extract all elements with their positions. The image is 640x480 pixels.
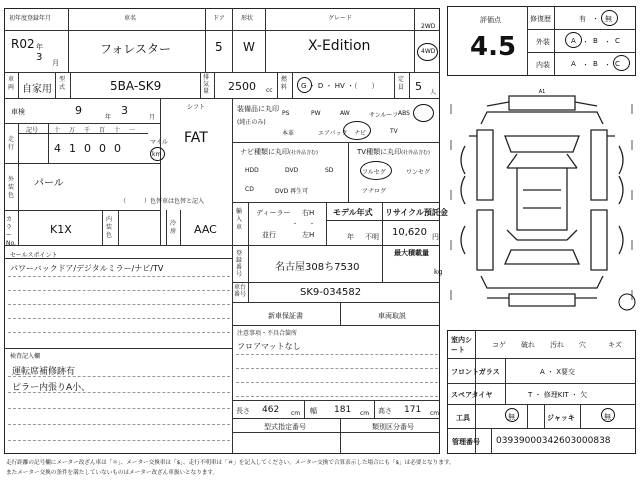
repair-none-circle [601,10,618,26]
tools-value: 無 [508,413,515,421]
max-load-unit: kg [434,268,443,276]
management-no-label: 管理番号 [452,438,480,446]
spare-tire-label: スペアタイヤ [451,391,493,399]
km-unit: km [152,151,162,158]
interior-sheet-label: 室内シート [451,336,472,354]
interior-sheet-option: キズ [608,341,622,349]
height-unit: cm [430,410,440,417]
width-unit: cm [360,410,370,417]
length-value: 462 [262,405,280,415]
shift-value: FAT [184,130,208,146]
inspector-label: 検査記入欄 [10,353,41,360]
navi-option: HDD [245,167,259,174]
navi-option: DVD [285,167,299,174]
interior-grade-option: ・ [604,61,611,69]
use-value: 自家用 [22,84,52,95]
equipment-item: ABS [398,110,410,117]
exterior-note-open: （ [120,198,127,205]
max-load-label: 最大積載量 [394,249,429,257]
tv-option: フルセグ [362,169,386,176]
tv-title [357,147,430,157]
front-glass-options: A ・ X要交 [540,368,576,376]
mileage-digit: 0 [114,142,121,155]
car-name-value: フォレスター [100,42,172,56]
interior-grade-option: B [593,60,598,68]
import-parallel: 並行 [262,231,276,239]
model-year-unknown: 不明 [365,233,379,241]
jack-label: ジャッキ [547,414,575,422]
tv-title-text: TV種類に丸印 [357,148,402,156]
cc-unit: cc [266,87,273,94]
tv-option: ワンセグ [406,169,431,176]
interior-grade-label: 内装 [536,61,550,69]
navi-title-text: ナビ種類に丸印 [240,148,289,156]
inspection-year: 9 [75,104,82,117]
equipment-item: TV [390,128,398,135]
recycle-label: リサイクル預託金 [385,208,448,217]
score-label: 評価点 [480,16,501,24]
interior-color-label: 内装色 [106,216,113,239]
import-left: 左H [302,231,315,239]
spare-tire-options: T ・ 修理KIT ・ 欠 [528,391,588,399]
height-value: 171 [404,405,422,415]
vehicle-manual: 車両取説 [378,312,406,320]
model-year-unit: 年 [347,233,354,241]
inspection-month: 3 [121,104,128,117]
equipment-title: 装備品に丸印 [237,105,279,113]
recycle-unit: 円 [432,233,439,241]
repair-option: ・ [592,15,599,23]
reg-month-unit: 月 [52,59,59,67]
interior-sheet-option: 破れ [521,341,535,349]
shift-label: シフト [187,104,206,111]
diagram-label-a1: A1 [538,89,546,95]
exterior-grade-label: 外装 [536,38,550,46]
tv-option: アナログ [362,188,387,195]
displacement-value: 2500 [228,80,256,93]
mileage-label: 走行 [8,136,15,151]
reg-month-value: 3 [36,52,43,63]
exterior-grade-option: ・ [604,38,611,46]
capacity-unit: 人 [430,89,437,96]
car-name-label: 車名 [124,15,137,22]
fuel-label: 燃料 [281,76,288,91]
type-spec-label: 型式指定番号 [264,423,306,431]
repair-history-label: 修復歴 [530,15,551,23]
import-right: 右H [302,209,315,217]
inspector-line1: 運転席補修跡有 [12,367,76,377]
ac-label: 冷房 [170,220,177,235]
recycle-value: 10,620 [392,227,427,238]
length-unit: cm [291,410,301,417]
mileage-digit-header: 百 [99,127,106,134]
abs-circle [413,104,434,122]
inspector-line2: ピラー内張りA小、 [12,383,91,393]
equipment-item: PS [282,110,290,117]
equipment-item: エアバック [318,130,348,137]
new-car-warranty: 新車保証書 [268,312,303,320]
mileage-digit-header: 十 [54,127,61,134]
reg-year-value: R02 [11,37,35,51]
grade-value: X-Edition [308,38,371,54]
door-label: ドア [213,15,225,22]
tv-title-sub: (社外品含む) [401,150,430,156]
navi-option: SD [325,167,334,174]
registration-value: 名古屋308ち7530 [275,262,360,273]
model-year-label: モデル年式 [333,208,373,217]
exterior-a-circle [565,32,582,48]
repair-option: 有 [579,15,586,23]
notes-text: フロアマットなし [237,342,301,351]
model-label: 型式 [59,76,66,91]
first-reg-label: 初年度登録年月 [9,15,52,22]
import-label: 輸入車 [236,208,243,231]
class-number-label: 類別区分番号 [372,423,414,431]
mileage-mark-label: 記号 [26,127,39,134]
grade-label: グレード [328,15,353,22]
width-label: 幅 [310,407,317,415]
displacement-label: 排気量 [203,74,210,95]
mileage-digit: 0 [84,142,91,155]
exterior-label: 外装色 [8,176,15,199]
exterior-grade-option: C [615,37,620,45]
navi-option: DVD 再生可 [275,188,309,195]
vehicle-label: 車両 [8,76,15,91]
equipment-item: PW [311,110,321,117]
mileage-digit: 4 [54,142,61,155]
navi-option: CD [245,186,254,193]
import-dot1: ・ [292,221,299,228]
capacity-label: 定員 [398,76,405,91]
front-glass-label: フロントガラス [451,368,500,376]
selling-points-label: セールスポイント [10,252,58,259]
mile-unit: マイル [150,139,168,146]
repair-option: 無 [605,15,612,23]
inspection-year-unit: 年 [105,114,112,121]
fullseg-circle [360,161,392,180]
color-no-value: K1X [50,223,72,236]
shape-value: W [243,40,255,54]
notes-label: 注意事項・不具合箇所 [237,330,298,337]
ac-value: AAC [194,223,217,236]
length-label: 長さ [236,407,250,415]
chassis-value: SK9-034582 [300,287,362,298]
mileage-digit-header: 万 [69,127,76,134]
footer-line2: またメーター交換の条件を満たしていないものはメーター改ざん車扱いとなります。 [6,470,219,476]
management-no-value: 03939000342603000838 [496,436,611,446]
equipment-item: ナビ [354,130,367,137]
interior-sheet-option: 汚れ [550,341,564,349]
shape-label: 形状 [241,15,254,22]
interior-grade-option: ・ [582,61,589,69]
mileage-digit-header: 十 [114,127,121,134]
color-no-label: カラーNo. [6,216,16,247]
interior-sheet-option: コゲ [492,341,506,349]
jack-value: 無 [604,413,611,421]
import-dealer: ディーラー [256,209,291,217]
model-value: 5BA-SK9 [110,79,162,93]
mileage-digit: 1 [69,142,76,155]
capacity-value: 5 [415,80,422,93]
interior-sheet-option: 穴 [579,341,586,349]
navi-title [240,147,318,157]
interior-grade-option: C [615,60,620,68]
exterior-note: ）色替車は色替と記入 [144,198,205,205]
navi-title-sub: (社外品含む) [289,150,318,156]
inspection-label: 車検 [11,108,25,116]
reg-year-unit: 年 [36,43,43,51]
door-value: 5 [215,40,223,54]
mileage-digit-header: 一 [129,127,136,134]
exterior-grade-option: A [571,37,576,45]
equipment-item: AW [340,110,350,117]
mileage-digit: 0 [99,142,106,155]
equipment-item: 本革 [282,130,295,137]
footer-line1: 走行距離の記号欄にメーター改ざん車は「＊」、メーター交換車は「$」、走行不明車は「＃」を記入してください。メーター交換で合算表示した場合にも「$」は必要となります。 [6,460,455,466]
score-value: 4.5 [470,32,517,62]
exterior-color: パール [34,178,64,189]
interior-grade-option: A [571,60,576,68]
inspection-month-unit: 月 [149,114,156,121]
airbag-circle [343,121,371,140]
interior-c-circle [613,55,630,71]
chassis-label: 車台番号 [234,284,247,298]
exterior-grade-option: ・ [582,38,589,46]
registration-label: 登録番号 [236,250,243,278]
fuel-value: G ・ D ・ HV ・（ ） [301,82,379,90]
mileage-digit-header: 千 [84,127,91,134]
tools-label: 工具 [456,414,470,422]
exterior-grade-option: B [593,37,598,45]
height-label: 高さ [378,407,392,415]
drive-2wd: 2WD [421,23,436,30]
equipment-subtitle: (純正のみ) [237,119,266,126]
drive-4wd: 4WD [421,48,436,55]
import-dot2: ・ [309,221,316,228]
selling-points-text: パワーバックドア/デジタルミラー/ナビ/TV [10,264,164,273]
width-value: 181 [334,405,352,415]
equipment-item: サンルーフ [369,112,399,119]
car-diagram [447,80,636,324]
